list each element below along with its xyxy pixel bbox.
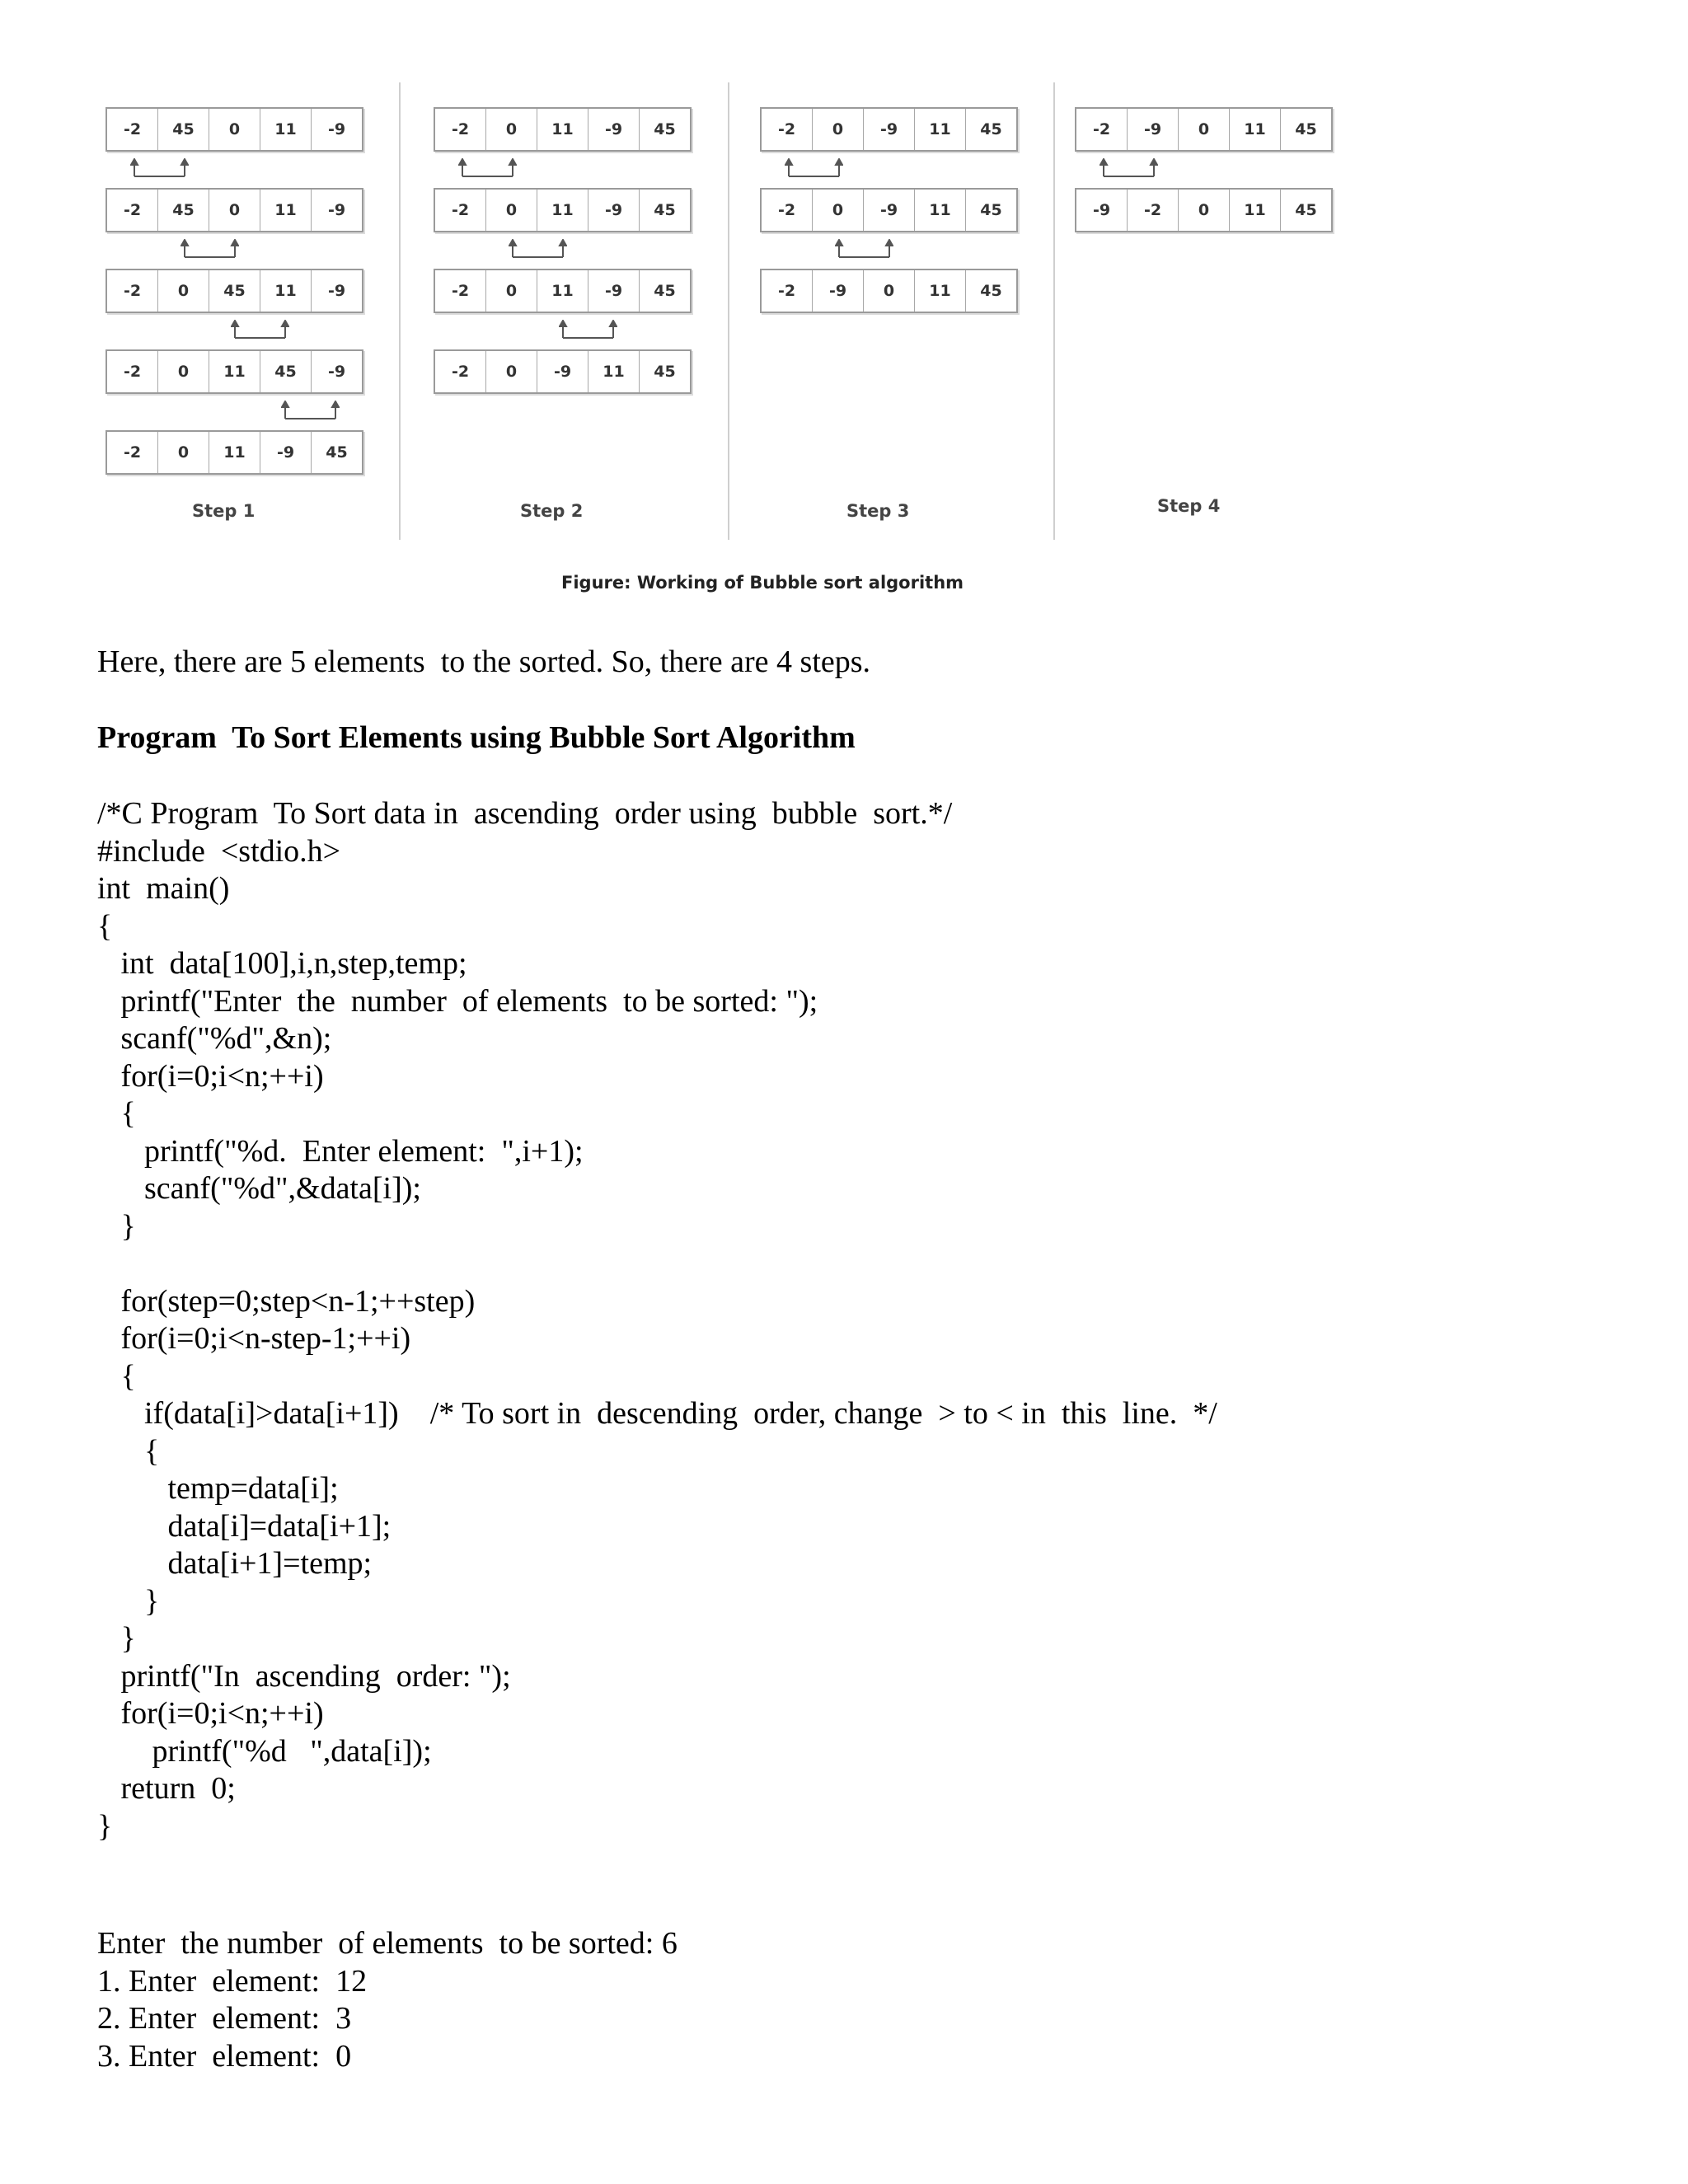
array-row (106, 188, 363, 232)
array-row (106, 349, 363, 394)
array-cell: -2 (762, 270, 813, 312)
array-cell: -9 (813, 270, 864, 312)
array-cell: -9 (537, 351, 588, 392)
array-row (1075, 107, 1333, 152)
figure-caption: Figure: Working of Bubble sort algorithm (561, 573, 964, 593)
code-line: for(i=0;i<n-step-1;++i) (97, 1321, 411, 1356)
program-heading: Program To Sort Elements using Bubble Sort Algorithm (97, 720, 856, 755)
bubble-sort-figure (97, 78, 1375, 606)
array-cell: 45 (260, 351, 312, 392)
array-cell: 0 (813, 109, 864, 150)
array-cell: 45 (980, 282, 1002, 300)
array-row (106, 107, 363, 152)
code-line: data[i]=data[i+1]; (97, 1508, 392, 1544)
array-cell: 45 (1295, 120, 1317, 138)
array-row (434, 269, 692, 313)
step-label: Step 3 (846, 501, 910, 521)
code-line: printf("%d ",data[i]); (97, 1733, 432, 1769)
array-cell: 0 (209, 190, 260, 231)
array-cell: -2 (435, 270, 486, 312)
code-line: scanf("%d",&data[i]); (97, 1171, 421, 1206)
code-line: { (97, 1096, 136, 1131)
array-cell: -2 (107, 351, 158, 392)
array-cell: -9 (588, 270, 640, 312)
array-cell: 11 (915, 270, 966, 312)
array-cell: -2 (762, 190, 813, 231)
code-line: int main() (97, 871, 230, 906)
array-row (434, 107, 692, 152)
swap-arrow-icon (281, 401, 340, 419)
array-cell: 0 (486, 190, 537, 231)
array-cell: 45 (654, 282, 676, 300)
array-cell: -2 (1128, 190, 1179, 231)
array-cell: 45 (654, 201, 676, 219)
array-cell: 11 (537, 190, 588, 231)
array-row (106, 430, 363, 475)
array-cell: -2 (435, 109, 486, 150)
code-line: #include <stdio.h> (97, 833, 341, 869)
code-line: /*C Program To Sort data in ascending order using bubble sort.*/ (97, 796, 953, 831)
output-line: 2. Enter element: 3 (97, 2001, 352, 2036)
array-cell: 0 (158, 351, 209, 392)
array-cell: 11 (537, 109, 588, 150)
array-cell: 11 (915, 109, 966, 150)
array-cell: 45 (980, 120, 1002, 138)
step-label: Step 2 (520, 501, 584, 521)
array-cell: 45 (158, 190, 209, 231)
code-line: scanf("%d",&n); (97, 1021, 332, 1056)
output-line: 3. Enter element: 0 (97, 2038, 352, 2074)
code-line: printf("%d. Enter element: ",i+1); (97, 1133, 584, 1169)
array-cell: 45 (980, 201, 1002, 219)
array-cell: 0 (864, 270, 915, 312)
code-line: } (97, 1583, 160, 1619)
array-row (106, 269, 363, 313)
code-line: for(step=0;step<n-1;++step) (97, 1283, 476, 1319)
code-line: return 0; (97, 1771, 236, 1806)
array-cell: 11 (209, 351, 260, 392)
swap-arrow-icon (231, 320, 289, 338)
program-output (97, 1925, 678, 2075)
code-line: } (97, 1208, 136, 1244)
code-line: int data[100],i,n,step,temp; (97, 946, 467, 981)
array-row (434, 349, 692, 394)
array-cell: 11 (209, 432, 260, 473)
code-line: { (97, 908, 113, 944)
swap-arrow-icon (181, 239, 239, 257)
array-cell: 45 (1295, 201, 1317, 219)
array-cell: 0 (158, 270, 209, 312)
swap-arrow-icon (1100, 158, 1158, 176)
array-cell: 45 (654, 120, 676, 138)
swap-arrow-icon (835, 239, 893, 257)
array-cell: -9 (588, 190, 640, 231)
array-row (760, 107, 1018, 152)
array-cell: -9 (327, 282, 346, 300)
array-cell: -2 (107, 109, 158, 150)
array-cell: -9 (260, 432, 312, 473)
array-cell: 0 (158, 432, 209, 473)
divider (1053, 82, 1055, 540)
step-label: Step 1 (192, 501, 256, 521)
step-label: Step 4 (1157, 496, 1221, 516)
code-line (97, 1245, 1217, 1283)
array-row (434, 188, 692, 232)
swap-arrow-icon (559, 320, 617, 338)
array-cell: 11 (537, 270, 588, 312)
swap-arrow-icon (130, 158, 189, 176)
array-cell: 0 (1179, 190, 1230, 231)
swap-arrow-icon (785, 158, 843, 176)
divider (728, 82, 729, 540)
code-line: } (97, 1621, 136, 1656)
array-cell: -2 (762, 109, 813, 150)
code-line: data[i+1]=temp; (97, 1546, 373, 1581)
array-cell: 0 (1179, 109, 1230, 150)
array-cell: -9 (864, 190, 915, 231)
array-cell: 11 (260, 270, 312, 312)
array-cell: -9 (327, 201, 346, 219)
array-cell: 0 (813, 190, 864, 231)
array-cell: -2 (107, 270, 158, 312)
code-line: for(i=0;i<n;++i) (97, 1058, 324, 1094)
array-cell: -9 (864, 109, 915, 150)
array-cell: 11 (260, 109, 312, 150)
array-cell: 45 (654, 363, 676, 381)
array-row (760, 269, 1018, 313)
intro-text: Here, there are 5 elements to the sorted. So, there are 4 steps. (97, 644, 871, 679)
swap-arrow-icon (458, 158, 517, 176)
array-cell: 0 (486, 270, 537, 312)
array-cell: -2 (435, 190, 486, 231)
code-line: printf("In ascending order: "); (97, 1658, 511, 1694)
array-cell: 45 (158, 109, 209, 150)
array-cell: 0 (486, 351, 537, 392)
array-cell: -9 (327, 120, 346, 138)
code-line: } (97, 1808, 113, 1844)
array-cell: -2 (107, 190, 158, 231)
array-cell: 0 (209, 109, 260, 150)
array-cell: 0 (486, 109, 537, 150)
code-line: for(i=0;i<n;++i) (97, 1696, 324, 1731)
array-cell: -2 (1076, 109, 1128, 150)
array-cell: 11 (915, 190, 966, 231)
array-cell: 11 (1230, 109, 1281, 150)
array-cell: -9 (1076, 190, 1128, 231)
swap-arrow-icon (509, 239, 567, 257)
output-line: Enter the number of elements to be sorted: 6 (97, 1926, 678, 1961)
array-row (760, 188, 1018, 232)
code-line: { (97, 1433, 160, 1469)
code-line: { (97, 1358, 136, 1394)
array-cell: 45 (209, 270, 260, 312)
output-line: 1. Enter element: 12 (97, 1963, 368, 1999)
divider (399, 82, 401, 540)
array-cell: -9 (1128, 109, 1179, 150)
code-line: printf("Enter the number of elements to be sorted: "); (97, 983, 818, 1019)
array-cell: -9 (327, 363, 346, 381)
code-line: temp=data[i]; (97, 1471, 339, 1506)
array-cell: -2 (435, 351, 486, 392)
code-listing (97, 795, 1217, 1845)
array-row (1075, 188, 1333, 232)
code-line: if(data[i]>data[i+1]) /* To sort in descending order, change > to < in this line. */ (97, 1396, 1217, 1431)
array-cell: -2 (107, 432, 158, 473)
array-cell: 11 (260, 190, 312, 231)
array-cell: -9 (588, 109, 640, 150)
array-cell: 45 (326, 443, 348, 462)
array-cell: 11 (1230, 190, 1281, 231)
array-cell: 11 (588, 351, 640, 392)
